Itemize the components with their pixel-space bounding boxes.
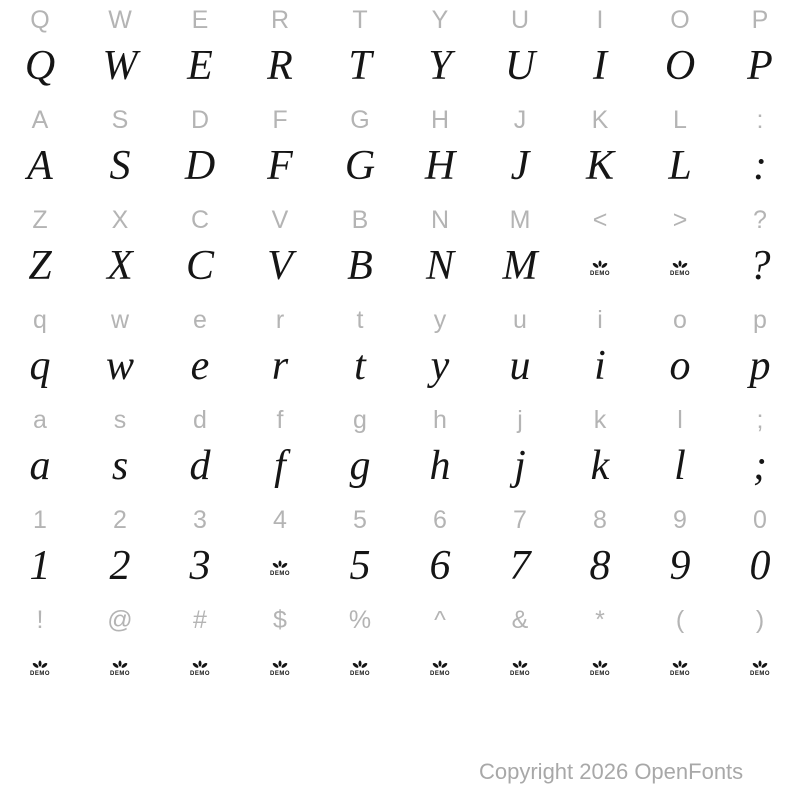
specimen-char: 0 <box>749 543 771 589</box>
demo-placeholder-glyph <box>750 660 770 677</box>
specimen-char: L <box>668 143 692 189</box>
specimen-char: ? <box>749 243 771 289</box>
key-char-row <box>0 600 800 640</box>
key-char-row <box>0 200 800 240</box>
key-char-row <box>0 400 800 440</box>
key-char: ^ <box>434 605 446 634</box>
demo-label: DEMO <box>270 570 290 577</box>
key-char: X <box>111 205 129 234</box>
key-char: * <box>595 605 605 634</box>
specimen-char: 1 <box>29 543 51 589</box>
specimen-demo-cell <box>0 640 80 692</box>
key-char: V <box>271 205 289 234</box>
key-char: l <box>677 405 683 434</box>
specimen-char-row <box>0 440 800 500</box>
demo-ornament-icon <box>592 660 608 670</box>
key-char: 8 <box>593 505 607 534</box>
specimen-char: C <box>185 243 214 289</box>
key-char: ; <box>756 405 764 434</box>
specimen-demo-cell <box>160 640 240 692</box>
specimen-char: D <box>184 143 216 189</box>
key-char: & <box>511 605 529 634</box>
specimen-char: T <box>348 43 372 89</box>
key-char: ! <box>36 605 44 634</box>
key-char: p <box>753 305 767 334</box>
key-char: d <box>193 405 207 434</box>
demo-placeholder-glyph <box>430 660 450 677</box>
specimen-char: 9 <box>669 543 691 589</box>
key-char-row <box>0 500 800 540</box>
key-char: 7 <box>513 505 527 534</box>
specimen-char: P <box>747 43 773 89</box>
specimen-char: y <box>430 343 450 389</box>
specimen-demo-cell <box>720 640 800 692</box>
key-char: @ <box>107 605 133 634</box>
demo-ornament-icon <box>32 660 48 670</box>
specimen-char: M <box>502 243 538 289</box>
demo-label: DEMO <box>590 670 610 677</box>
demo-placeholder-glyph <box>270 560 290 577</box>
specimen-char: ; <box>753 443 767 489</box>
key-char: w <box>110 305 130 334</box>
specimen-char: 2 <box>109 543 131 589</box>
specimen-char: f <box>274 443 286 489</box>
key-char: K <box>591 105 609 134</box>
demo-ornament-icon <box>272 560 288 570</box>
specimen-char: U <box>504 43 536 89</box>
demo-label: DEMO <box>750 670 770 677</box>
key-char: $ <box>273 605 287 634</box>
key-char: 9 <box>673 505 687 534</box>
key-char: L <box>673 105 687 134</box>
key-char: y <box>433 305 447 334</box>
key-char: B <box>351 205 369 234</box>
key-char: ) <box>755 605 765 634</box>
copyright-watermark: Copyright 2026 OpenFonts <box>479 759 744 784</box>
key-char: u <box>513 305 527 334</box>
specimen-char: Q <box>24 43 56 89</box>
demo-label: DEMO <box>670 670 690 677</box>
specimen-char: q <box>29 343 51 389</box>
key-char: f <box>276 405 284 434</box>
key-char: D <box>190 105 210 134</box>
key-char: < <box>592 205 608 234</box>
key-char: I <box>596 5 604 34</box>
key-char: ? <box>753 205 767 234</box>
demo-ornament-icon <box>432 660 448 670</box>
character-row-pair-1 <box>0 100 800 200</box>
specimen-char: J <box>510 143 530 189</box>
key-char-row <box>0 300 800 340</box>
key-char: R <box>270 5 290 34</box>
specimen-char: l <box>674 443 686 489</box>
specimen-char: H <box>424 143 456 189</box>
demo-placeholder-glyph <box>190 660 210 677</box>
specimen-char: a <box>29 443 51 489</box>
demo-ornament-icon <box>352 660 368 670</box>
key-char: M <box>509 205 531 234</box>
specimen-char: u <box>509 343 531 389</box>
specimen-char: V <box>267 243 293 289</box>
demo-label: DEMO <box>350 670 370 677</box>
key-char: # <box>193 605 207 634</box>
specimen-char-row <box>0 40 800 100</box>
demo-label: DEMO <box>430 670 450 677</box>
key-char: O <box>670 5 690 34</box>
demo-ornament-icon <box>192 660 208 670</box>
key-char: Y <box>431 5 449 34</box>
demo-ornament-icon <box>752 660 768 670</box>
demo-label: DEMO <box>270 670 290 677</box>
key-char: o <box>673 305 687 334</box>
demo-label: DEMO <box>190 670 210 677</box>
key-char: h <box>433 405 447 434</box>
demo-placeholder-glyph <box>30 660 50 677</box>
demo-label: DEMO <box>110 670 130 677</box>
demo-label: DEMO <box>30 670 50 677</box>
demo-ornament-icon <box>112 660 128 670</box>
key-char: : <box>756 105 764 134</box>
specimen-demo-cell <box>640 640 720 692</box>
specimen-char: r <box>271 343 289 389</box>
specimen-char-row <box>0 140 800 200</box>
key-char: F <box>272 105 288 134</box>
specimen-char: t <box>354 343 366 389</box>
key-char: J <box>513 105 527 134</box>
specimen-char: G <box>344 143 376 189</box>
specimen-char: w <box>105 343 134 389</box>
key-char: A <box>31 105 49 134</box>
specimen-char: 7 <box>509 543 531 589</box>
specimen-char: k <box>590 443 610 489</box>
demo-placeholder-glyph <box>270 660 290 677</box>
specimen-char: d <box>189 443 211 489</box>
demo-placeholder-glyph <box>590 260 610 277</box>
specimen-char: O <box>664 43 696 89</box>
specimen-demo-cell <box>80 640 160 692</box>
specimen-char-row <box>0 540 800 600</box>
key-char: 4 <box>273 505 287 534</box>
key-char: Q <box>30 5 50 34</box>
specimen-char: e <box>190 343 210 389</box>
demo-placeholder-glyph <box>670 260 690 277</box>
specimen-char: Y <box>428 43 452 89</box>
character-row-pair-4 <box>0 400 800 500</box>
specimen-char: B <box>347 243 373 289</box>
specimen-demo-cell <box>240 540 320 592</box>
key-char: r <box>275 305 285 334</box>
character-row-pair-3 <box>0 300 800 400</box>
key-char: C <box>190 205 210 234</box>
key-char: H <box>430 105 450 134</box>
specimen-char: j <box>514 443 526 489</box>
demo-ornament-icon <box>592 260 608 270</box>
demo-label: DEMO <box>510 670 530 677</box>
specimen-char: S <box>109 143 131 189</box>
key-char: g <box>353 405 367 434</box>
key-char-row <box>0 100 800 140</box>
key-char: E <box>191 5 209 34</box>
specimen-demo-cell <box>560 240 640 292</box>
demo-label: DEMO <box>670 270 690 277</box>
specimen-char: 8 <box>589 543 611 589</box>
specimen-char: 6 <box>429 543 451 589</box>
specimen-char: W <box>102 43 138 89</box>
key-char: 0 <box>753 505 767 534</box>
specimen-char: i <box>594 343 606 389</box>
specimen-char: R <box>267 43 293 89</box>
key-char: e <box>193 305 207 334</box>
key-char: 1 <box>33 505 47 534</box>
specimen-char: X <box>107 243 133 289</box>
specimen-char: K <box>585 143 614 189</box>
demo-ornament-icon <box>272 660 288 670</box>
specimen-char-row <box>0 640 800 700</box>
demo-placeholder-glyph <box>110 660 130 677</box>
specimen-char: E <box>187 43 213 89</box>
key-char: 3 <box>193 505 207 534</box>
key-char: j <box>517 405 523 434</box>
specimen-char: A <box>27 143 53 189</box>
specimen-demo-cell <box>480 640 560 692</box>
key-char: t <box>356 305 364 334</box>
key-char: k <box>593 405 607 434</box>
demo-ornament-icon <box>672 660 688 670</box>
specimen-char: 3 <box>189 543 211 589</box>
key-char: T <box>352 5 368 34</box>
key-char: S <box>111 105 129 134</box>
specimen-char-row <box>0 240 800 300</box>
specimen-char: I <box>593 43 607 89</box>
specimen-char: s <box>111 443 129 489</box>
specimen-demo-cell <box>240 640 320 692</box>
key-char: 6 <box>433 505 447 534</box>
key-char: i <box>597 305 603 334</box>
specimen-char-row <box>0 340 800 400</box>
character-row-pair-0 <box>0 0 800 100</box>
key-char-row <box>0 0 800 40</box>
character-row-pair-6 <box>0 600 800 700</box>
demo-placeholder-glyph <box>350 660 370 677</box>
specimen-char: : <box>753 143 767 189</box>
key-char: W <box>108 5 132 34</box>
key-char: q <box>33 305 47 334</box>
key-char: > <box>672 205 688 234</box>
demo-placeholder-glyph <box>670 660 690 677</box>
specimen-char: h <box>429 443 451 489</box>
specimen-demo-cell <box>320 640 400 692</box>
specimen-char: o <box>669 343 691 389</box>
key-char: U <box>510 5 530 34</box>
demo-placeholder-glyph <box>590 660 610 677</box>
key-char: ( <box>675 605 685 634</box>
key-char: G <box>350 105 370 134</box>
key-char: 5 <box>353 505 367 534</box>
specimen-char: Z <box>28 243 52 289</box>
demo-placeholder-glyph <box>510 660 530 677</box>
key-char: s <box>113 405 127 434</box>
specimen-char: g <box>349 443 371 489</box>
demo-ornament-icon <box>672 260 688 270</box>
key-char: N <box>430 205 450 234</box>
specimen-demo-cell <box>560 640 640 692</box>
specimen-char: F <box>267 143 293 189</box>
character-row-pair-5 <box>0 500 800 600</box>
key-char: 2 <box>113 505 127 534</box>
key-char: a <box>33 405 47 434</box>
key-char: % <box>348 605 372 634</box>
demo-ornament-icon <box>512 660 528 670</box>
demo-label: DEMO <box>590 270 610 277</box>
specimen-char: 5 <box>349 543 371 589</box>
character-row-pair-2 <box>0 200 800 300</box>
specimen-demo-cell <box>400 640 480 692</box>
key-char: P <box>751 5 769 34</box>
specimen-char: p <box>749 343 771 389</box>
specimen-demo-cell <box>640 240 720 292</box>
specimen-char: N <box>425 243 454 289</box>
key-char: Z <box>32 205 48 234</box>
